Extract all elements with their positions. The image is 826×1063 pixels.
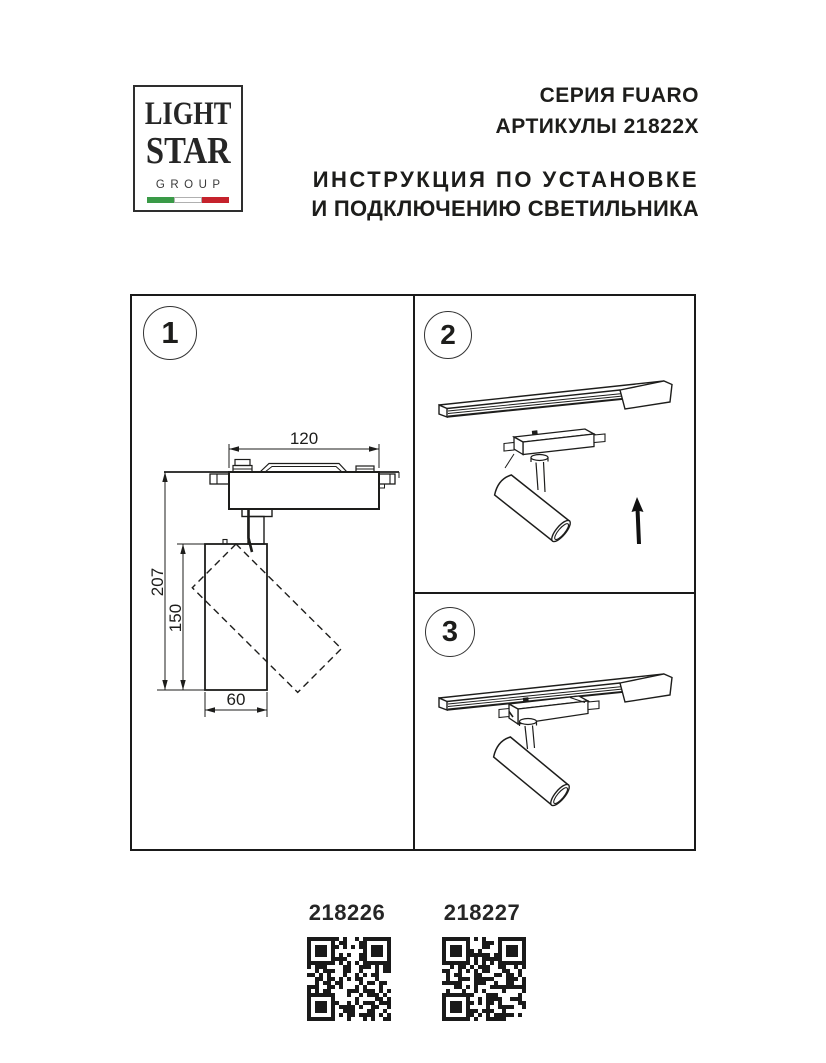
track-rail — [439, 381, 672, 417]
step-number: 2 — [440, 319, 456, 350]
italian-flag-bar — [147, 197, 229, 203]
article-code-right: 218227 — [443, 900, 521, 925]
logo-light-text: LIGHT — [144, 96, 232, 132]
spotlight-body-front — [192, 540, 341, 693]
flag-green-segment — [147, 197, 174, 203]
panel-1-dimension-drawing — [132, 296, 413, 849]
article-code-left: 218226 — [308, 900, 386, 925]
articles-title: АРТИКУЛЫ 21822X — [495, 115, 699, 138]
header-block — [311, 84, 699, 222]
qr-code-right — [442, 937, 526, 1021]
step-number: 3 — [441, 615, 459, 648]
lock-screw — [523, 697, 529, 702]
mounted-spotlight-fixture — [494, 696, 599, 808]
flag-white-segment — [174, 197, 203, 203]
instruction-title-line1: ИНСТРУКЦИЯ ПО УСТАНОВКЕ — [312, 167, 699, 192]
track-adapter-side-view — [164, 460, 399, 553]
dim-label-207: 207 — [148, 567, 167, 597]
dim-label-60: 60 — [226, 690, 246, 709]
lock-screw — [532, 430, 538, 435]
up-arrow-icon — [632, 497, 644, 544]
logo-group-text: GROUP — [155, 179, 226, 191]
qr-code-left — [307, 937, 391, 1021]
dimension-lines — [157, 444, 379, 717]
dim-label-120: 120 — [289, 429, 319, 448]
swivel-stem — [525, 726, 535, 750]
series-title: СЕРИЯ FUARO — [539, 84, 699, 107]
spotlight-fixture — [495, 429, 605, 544]
lightstar-logo — [133, 85, 243, 212]
dim-label-150: 150 — [166, 603, 185, 633]
logo-star-text: STAR — [145, 130, 231, 172]
step-2-badge — [424, 311, 472, 359]
step-3-badge — [425, 607, 475, 657]
instruction-title-line2: И ПОДКЛЮЧЕНИЮ СВЕТИЛЬНИКА — [311, 196, 699, 221]
diagram-frame — [130, 294, 696, 851]
swivel-stem — [536, 462, 545, 492]
step-number: 1 — [161, 315, 179, 350]
step-1-badge — [143, 306, 197, 360]
dimension-arrowheads — [162, 446, 379, 712]
flag-red-segment — [202, 197, 229, 203]
